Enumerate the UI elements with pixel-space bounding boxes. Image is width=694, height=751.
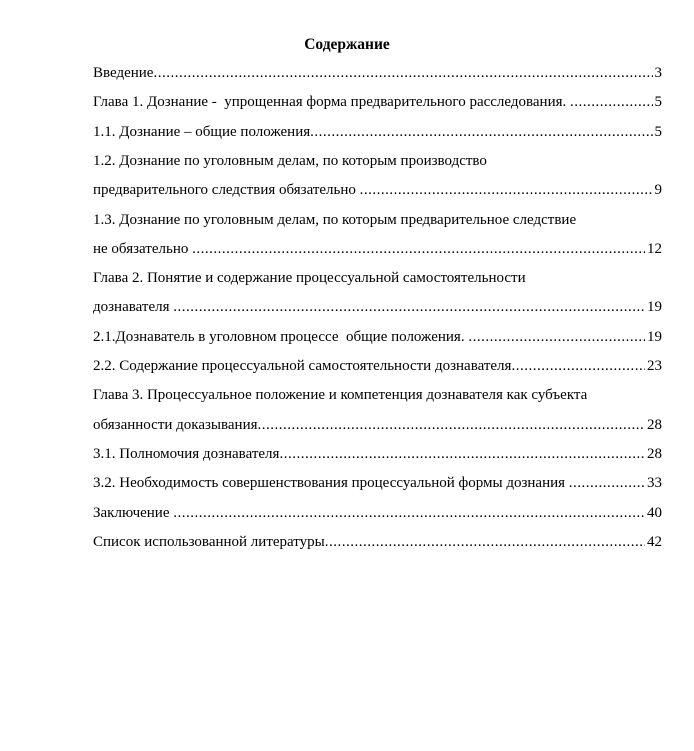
toc-entry-line-last [93,533,662,551]
toc-entry-line-last [93,504,662,522]
toc-entry-text: Глава 2. Понятие и содержание процессуальной самостоятельности [93,270,526,287]
toc-entry-line-last [93,474,662,492]
toc-entry-line-last [93,445,662,463]
toc-entry-text: 2.2. Содержание процессуальной самостоятельности дознавателя [93,358,512,374]
toc-page-number: 28 [647,445,662,462]
toc-entry-text: 2.1.Дознаватель в уголовном процессе общие положения. [93,328,469,345]
toc-entry-text: Глава 3. Процессуальное положение и компетенция дознавателя как субъекта [93,387,588,404]
toc-dot-leader [258,416,645,434]
toc-dot-leader [279,445,645,463]
toc-page-number: 28 [647,416,662,433]
toc-dot-leader [310,123,652,141]
toc-dot-leader [468,328,645,346]
toc-entry-line [93,269,662,287]
toc-entry-text: не обязательно [93,240,193,257]
toc-dot-leader [192,240,645,258]
toc-title: Содержание [304,36,390,53]
toc-page-number: 42 [647,533,662,550]
toc-page-number: 19 [647,299,662,316]
toc-page-number: 3 [654,65,662,81]
toc-entry-line [93,152,662,170]
toc-entry-text: Список использованной литературы [93,533,325,550]
toc-entry-line-last [93,181,662,199]
toc-dot-leader [173,504,645,522]
toc-entry-text: 3.1. Полномочия дознавателя [93,445,280,462]
toc-dot-leader [570,93,653,111]
toc-entry-text: 1.3. Дознание по уголовным делам, по которым предварительное следствие [93,211,577,228]
toc-page-number: 9 [654,182,662,199]
toc-page-number: 5 [654,94,662,111]
toc-page-number: 19 [647,328,662,345]
toc-dot-leader [511,357,645,375]
toc-entry-line [93,386,662,404]
toc-page-number: 40 [647,504,662,521]
toc-entry-text: обязанности доказывания [93,416,258,433]
toc-page-number: 23 [647,358,662,374]
toc-dot-leader [325,533,645,551]
toc-entry-line-last [93,123,662,141]
toc-entry-line-last [93,298,662,316]
toc-entry-text: 1.2. Дознание по уголовным делам, по которым производство [93,152,487,169]
toc-entry-line-last [93,357,662,375]
toc-entry-line [93,211,662,229]
toc-dot-leader [360,181,653,199]
toc-dot-leader [173,298,645,316]
toc-entry-text: дознавателя [93,299,174,316]
toc-entry-line-last [93,416,662,434]
toc-entry-line-last [93,93,662,111]
toc-dot-leader [569,474,645,492]
toc-dot-leader [153,64,652,82]
toc-entry-text: 3.2. Необходимость совершенствования процессуальной формы дознания [93,475,569,492]
toc-entry-line-last [93,240,662,258]
toc-entry-text: 1.1. Дознание – общие положения [93,123,311,140]
toc-page-number: 12 [647,240,662,257]
toc-entry-text: Заключение [93,504,174,521]
toc-entry-text: Глава 1. Дознание - упрощенная форма предварительного расследования. [93,94,570,111]
toc-page-number: 33 [647,475,662,492]
toc-entry-text: Введение [93,65,154,81]
toc-entry-line-last [93,328,662,346]
toc-entry-text: предварительного следствия обязательно [93,182,360,199]
toc-page-number: 5 [654,123,662,140]
toc-entry-line-last [93,64,662,82]
